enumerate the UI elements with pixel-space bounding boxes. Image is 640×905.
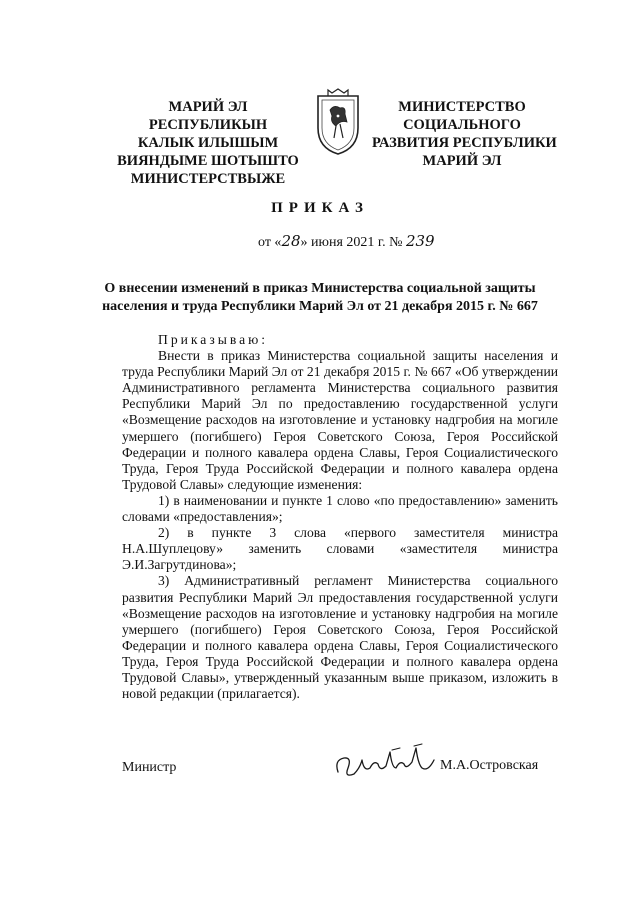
header-right-line: РАЗВИТИЯ РЕСПУБЛИКИ — [372, 135, 557, 151]
handwritten-signature — [330, 738, 440, 786]
header-left-line: КАЛЫК ИЛЫШЫМ — [137, 135, 279, 151]
header-right-line: МАРИЙ ЭЛ — [422, 153, 502, 169]
document-title: ПРИКАЗ — [271, 200, 369, 216]
signatory-role: Министр — [122, 760, 177, 775]
header-right-line: МИНИСТЕРСТВО — [398, 99, 526, 115]
header-left-line: МИНИСТЕРСТВЫЖЕ — [130, 171, 286, 187]
order-number: 239 — [405, 232, 435, 250]
date-prefix: от « — [258, 235, 282, 250]
header-left-line: РЕСПУБЛИКЫН — [148, 117, 268, 133]
date-line — [258, 232, 435, 251]
body-paragraph: 2) в пункте 3 слова «первого заместителя министра Н.А.Шуплецову» заменить словами «заместителя министра Э.И.Загрутдинова»; — [122, 525, 558, 573]
order-word: Приказываю: — [158, 332, 269, 347]
header-left-line: МАРИЙ ЭЛ — [168, 99, 248, 115]
header-right-line: СОЦИАЛЬНОГО — [403, 117, 521, 133]
body-paragraph: Внести в приказ Министерства социальной защиты населения и труда Республики Марий Эл от 21 декабря 2015 г. № 667 «Об утверждении Административного регламента Министерства социального развития Республики Марий Эл по предоставлению государственной услуги «Возмещение расходов на изготовление и установку надгробия на могиле умершего (погибшего) Героя Советского Союза, Героя Российской Федерации и полного кавалера ордена Славы, Героя Социалистического Труда, Героя Труда Российской Федерации и полного кавалера ордена Трудовой Славы» следующие изменения: — [122, 348, 558, 492]
header-left-line: ВИЯНДЫМЕ ШОТЫШТО — [117, 153, 299, 169]
body-paragraph: 3) Административный регламент Министерства социального развития Республики Марий Эл предоставления государственной услуги «Возмещение расходов на изготовление и установку надгробия на могиле умершего (погибшего) Героя Советского Союза, Героя Российской Федерации и полного кавалера ордена Славы, Героя Социалистического Труда, Героя Труда Российской Федерации и полного кавалера ордена Трудовой Славы», утвержденный указанным выше приказом, изложить в новой редакции (прилагается). — [122, 573, 558, 702]
document-body — [122, 332, 558, 702]
body-paragraph: 1) в наименовании и пункте 1 слово «по предоставлению» заменить словами «предоставления»; — [122, 492, 558, 525]
date-mid: » июня 2021 г. № — [300, 235, 403, 250]
signatory-name: М.А.Островская — [440, 758, 539, 773]
document-subject: О внесении изменений в приказ Министерства социальной защиты населения и труда Республики Марий Эл от 21 декабря 2015 г. № 667 — [102, 281, 538, 314]
date-day: 28 — [281, 232, 301, 250]
header-left-block — [108, 98, 308, 188]
header-right-block — [372, 98, 557, 170]
coat-of-arms-icon — [312, 88, 364, 158]
